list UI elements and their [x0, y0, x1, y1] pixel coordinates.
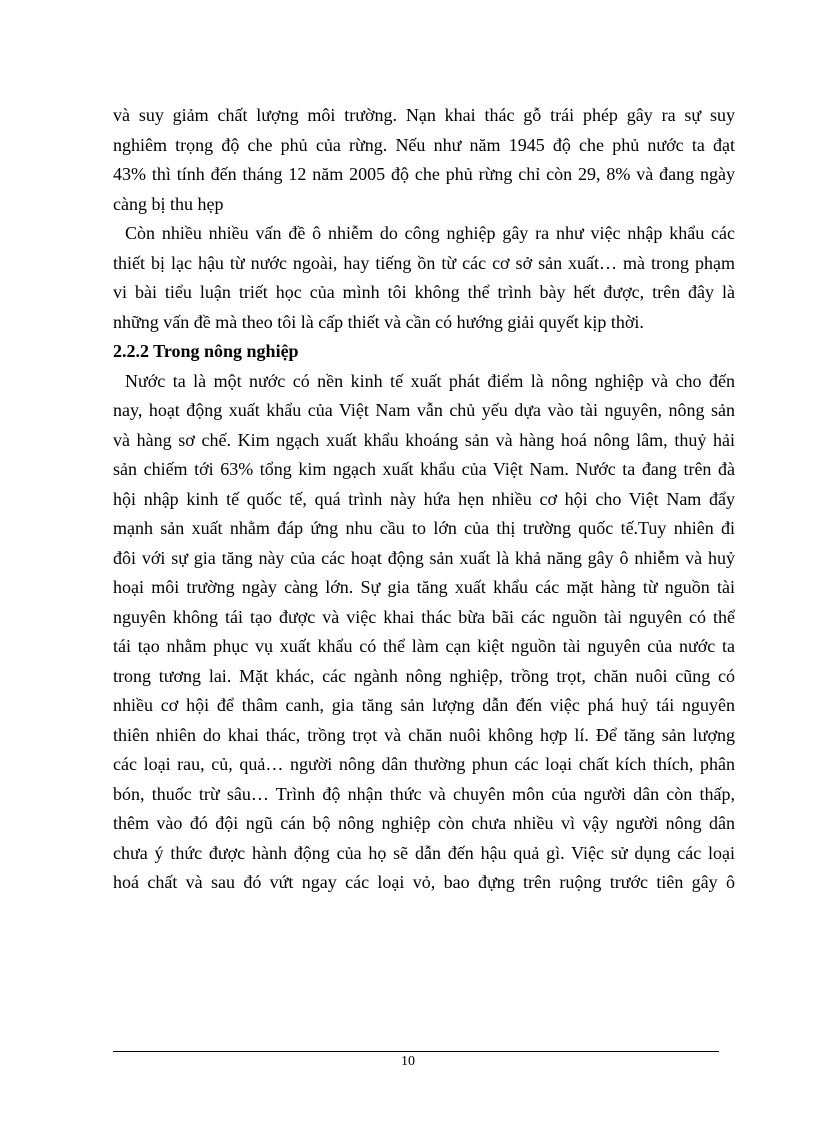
text-line: Còn nhiều nhiều vấn đề ô nhiễm do công nghiệp gây ra như việc nhập khẩu các	[125, 223, 735, 243]
text-line: các loại rau, củ, quả… người nông dân thường phun các loại chất kích thích, phân	[113, 754, 735, 774]
text-line: hội nhập kinh tế quốc tế, quá trình này hứa hẹn nhiều cơ hội cho Việt Nam đẩy	[113, 488, 735, 509]
text-line: hoá chất và sau đó vứt ngay các loại vỏ, bao đựng trên ruộng trước tiên gây ô	[113, 872, 735, 892]
text-line: những vấn đề mà theo tôi là cấp thiết và cần có hướng giải quyết kịp thời.	[113, 311, 644, 332]
text-line: nhiều cơ hội để thâm canh, gia tăng sản lượng dẫn đến việc phá huỷ tái nguyên	[113, 695, 735, 715]
text-line: mạnh sản xuất nhằm đáp ứng nhu cầu to lớn của thị trường quốc tế.Tuy nhiên đi	[113, 518, 735, 538]
text-line: đôi với sự gia tăng này của các hoạt động sản xuất là khả năng gây ô nhiễm và huỷ	[113, 547, 735, 568]
text-line: và hàng sơ chế. Kim ngạch xuất khẩu khoáng sản và hàng hoá nông lâm, thuỷ hải	[113, 429, 735, 450]
section-heading: 2.2.2 Trong nông nghiệp	[113, 341, 299, 361]
text-line: chưa ý thức được hành động của họ sẽ dẫn đến hậu quả gì. Việc sử dụng các loại	[113, 842, 735, 863]
text-line: trong tương lai. Mặt khác, các ngành nông nghiệp, trồng trọt, chăn nuôi cũng có	[113, 665, 735, 686]
page-number: 10	[401, 1054, 415, 1069]
text-line: tái tạo nhằm phục vụ xuất khẩu có thể làm cạn kiệt nguồn tài nguyên của nước ta	[113, 636, 735, 656]
text-line: càng bị thu hẹp	[113, 193, 224, 214]
text-line: hoại môi trường ngày càng lớn. Sự gia tăng xuất khẩu các mặt hàng từ nguồn tài	[113, 577, 735, 597]
paragraph	[113, 101, 735, 219]
text-line: sản chiếm tới 63% tổng kim ngạch xuất khẩu của Việt Nam. Nước ta đang trên đà	[113, 459, 735, 479]
page-body	[113, 101, 735, 898]
text-line: thêm vào đó đội ngũ cán bộ nông nghiệp còn chưa nhiều vì vậy người nông dân	[113, 813, 735, 833]
footer-divider	[113, 1051, 719, 1052]
text-line: bón, thuốc trừ sâu… Trình độ nhận thức và chuyên môn của người dân còn thấp,	[113, 783, 735, 804]
text-line: thiết bị lạc hậu từ nước ngoài, hay tiếng ồn từ các cơ sở sản xuất… mà trong phạm	[113, 252, 735, 273]
text-line: Nước ta là một nước có nền kinh tế xuất phát điểm là nông nghiệp và cho đến	[125, 370, 735, 391]
text-line: nay, hoạt động xuất khẩu của Việt Nam vẫn chủ yếu dựa vào tài nguyên, nông sản	[113, 400, 735, 420]
text-line: và suy giảm chất lượng môi trường. Nạn khai thác gỗ trái phép gây ra sự suy	[113, 105, 735, 125]
text-line: 43% thì tính đến tháng 12 năm 2005 độ che phủ rừng chỉ còn 29, 8% và đang ngày	[113, 164, 735, 184]
text-line: thiên nhiên do khai thác, trồng trọt và chăn nuôi không hợp lí. Để tăng sản lượng	[113, 724, 735, 745]
paragraph	[113, 367, 735, 898]
paragraph	[113, 219, 735, 337]
text-line: nghiêm trọng độ che phủ của rừng. Nếu như năm 1945 độ che phủ nước ta đạt	[113, 134, 735, 155]
text-line: vi bài tiểu luận triết học của mình tôi không thể trình bày hết được, trên đây là	[113, 282, 735, 302]
text-line: nguyên không tái tạo được và việc khai thác bừa bãi các nguồn tài nguyên có thể	[113, 606, 735, 627]
